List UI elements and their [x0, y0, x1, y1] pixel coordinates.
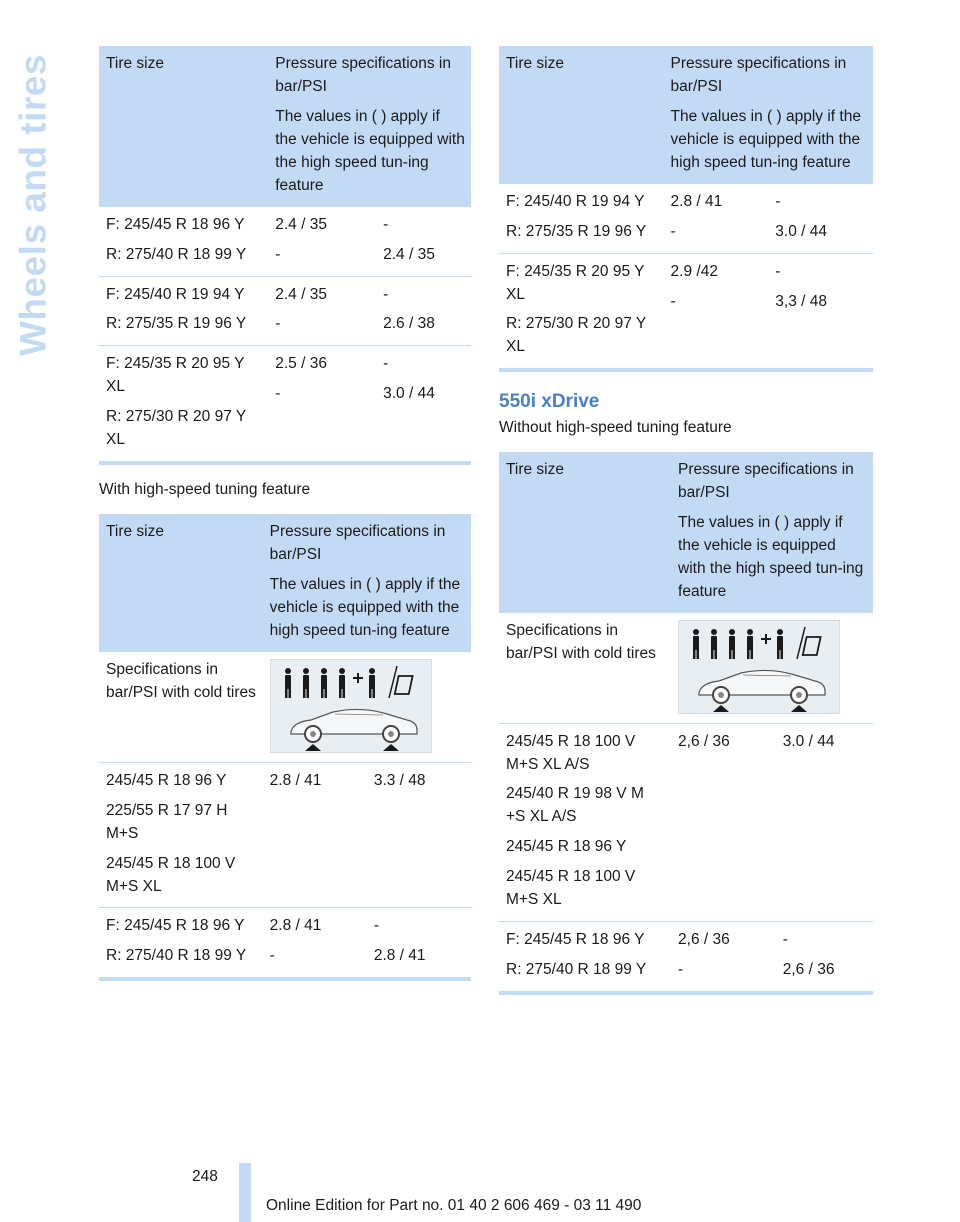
spec-icon-cell	[263, 652, 471, 763]
cell-line: 3.0 / 44	[383, 385, 435, 403]
cell-line: R: 275/35 R 19 96 Y	[106, 315, 247, 333]
cell-line: R: 275/40 R 18 99 Y	[506, 961, 647, 979]
pressure-table-4	[499, 452, 873, 991]
cell-line: 3.3 / 48	[373, 771, 426, 789]
tire-size-cell	[499, 184, 664, 253]
pressure-cell	[776, 723, 873, 922]
cell-line: F: 245/45 R 18 96 Y	[506, 931, 645, 949]
pressure-cell	[376, 276, 471, 346]
table-body	[99, 207, 471, 462]
cell-line: 245/40 R 19 98 V M +S XL A/S	[506, 785, 644, 826]
right-column	[499, 46, 873, 995]
cell-line: -	[275, 245, 281, 263]
cell-line: -	[383, 215, 389, 233]
cell-line: 2.9 /42	[670, 262, 718, 280]
pressure-header	[263, 514, 471, 652]
tire-size-header: Tire size	[499, 452, 671, 613]
cell-line: -	[383, 355, 389, 373]
pressure-header-line: Pressure specifications in bar/PSI	[670, 55, 847, 95]
cell-line: 2.6 / 38	[383, 315, 435, 333]
pressure-cell	[268, 276, 376, 346]
cell-line: 2,6 / 36	[782, 961, 835, 979]
cell-line: 2.8 / 41	[269, 917, 322, 935]
pressure-header	[671, 452, 873, 613]
pressure-header	[664, 46, 873, 184]
pressure-cell	[776, 922, 873, 991]
cell-line: 2,6 / 36	[678, 732, 730, 750]
cell-line: -	[670, 292, 676, 310]
pressure-header-line: The values in ( ) apply if the vehicle is equipped with the high speed tun-ing feature	[269, 575, 461, 639]
cell-line: -	[782, 931, 788, 949]
tire-size-cell	[499, 723, 671, 922]
pressure-header-line: The values in ( ) apply if the vehicle is equipped with the high speed tun-ing feature	[275, 107, 465, 194]
cell-line: 245/45 R 18 96 Y	[106, 771, 227, 789]
table-row	[99, 207, 471, 276]
spec-row	[499, 613, 873, 724]
cell-line: R: 275/40 R 18 99 Y	[106, 947, 247, 965]
passenger-load-car-icon	[270, 659, 432, 753]
cell-line: 3,3 / 48	[775, 292, 827, 310]
cell-line: -	[269, 947, 275, 965]
pressure-header-line: The values in ( ) apply if the vehicle is equipped with the high speed tun-ing feature	[670, 107, 861, 171]
without-caption: Without high-speed tuning feature	[499, 419, 732, 436]
cell-line: -	[670, 222, 676, 240]
cell-line: 2.4 / 35	[275, 285, 327, 303]
tire-size-header: Tire size	[99, 514, 263, 652]
side-tab	[6, 40, 62, 370]
high-speed-caption: With high-speed tuning feature	[99, 481, 311, 499]
pressure-cell	[664, 184, 769, 253]
cell-line: -	[373, 917, 379, 935]
cell-line: 3.0 / 44	[782, 732, 835, 750]
cell-line: -	[275, 385, 281, 403]
cell-line: -	[678, 961, 684, 979]
table-body	[499, 184, 873, 369]
pressure-cell	[263, 762, 367, 908]
tire-size-cell	[499, 253, 664, 368]
cell-line: 2.8 / 41	[670, 192, 723, 210]
cell-line: 245/45 R 18 100 V M+S XL	[106, 854, 236, 895]
pressure-cell	[263, 908, 367, 977]
cell-line: 2.5 / 36	[275, 355, 327, 373]
pressure-cell	[671, 723, 776, 922]
table-row	[499, 723, 873, 922]
pressure-table-3	[499, 46, 873, 368]
table-body	[99, 652, 471, 978]
pressure-cell	[671, 922, 776, 991]
cell-line: R: 275/40 R 18 99 Y	[106, 245, 247, 263]
cell-line: F: 245/35 R 20 95 Y XL	[106, 355, 245, 396]
pressure-cell	[376, 207, 471, 276]
footer-bar	[239, 1163, 251, 1222]
cell-line: 2.4 / 35	[275, 215, 327, 233]
cell-line: 2.8 / 41	[269, 771, 322, 789]
pressure-cell	[367, 762, 471, 908]
cell-line: 225/55 R 17 97 H M+S	[106, 801, 228, 842]
tire-size-cell	[99, 762, 263, 908]
cell-line: -	[775, 192, 781, 210]
table-bottom-rule	[499, 368, 873, 372]
cell-line: 3.0 / 44	[775, 222, 827, 240]
spec-row	[99, 652, 471, 763]
passenger-load-car-icon	[678, 620, 840, 714]
pressure-header-line: Pressure specifications in bar/PSI	[269, 523, 446, 563]
pressure-cell	[664, 253, 769, 368]
pressure-cell	[768, 184, 873, 253]
cell-line: R: 275/30 R 20 97 Y XL	[106, 408, 246, 449]
table-row	[499, 253, 873, 368]
cell-line: R: 275/30 R 20 97 Y XL	[506, 315, 646, 356]
table-row	[99, 276, 471, 346]
table-bottom-rule	[499, 991, 873, 995]
tire-size-cell	[99, 276, 268, 346]
page-number: 248	[192, 1168, 218, 1185]
pressure-header-line: Pressure specifications in bar/PSI	[678, 460, 854, 501]
table-body	[499, 613, 873, 991]
pressure-header	[268, 46, 471, 207]
tire-size-header: Tire size	[499, 46, 664, 184]
table-row	[99, 908, 471, 977]
spec-icon-cell	[671, 613, 873, 724]
left-column	[99, 46, 471, 981]
pressure-cell	[768, 253, 873, 368]
cell-line: F: 245/45 R 18 96 Y	[106, 215, 245, 233]
tire-size-header: Tire size	[99, 46, 268, 207]
cell-line: 245/45 R 18 100 V M+S XL A/S	[506, 732, 636, 773]
pressure-table-1	[99, 46, 471, 461]
cell-line: F: 245/45 R 18 96 Y	[106, 917, 245, 935]
cell-line: 245/45 R 18 100 V M+S XL	[506, 868, 636, 909]
table-row	[499, 922, 873, 991]
pressure-header-line: Pressure specifications in bar/PSI	[275, 55, 451, 95]
cell-line: F: 245/40 R 19 94 Y	[506, 192, 645, 210]
table-row	[99, 346, 471, 461]
cell-line: 245/45 R 18 96 Y	[506, 838, 627, 856]
pressure-table-2	[99, 514, 471, 977]
section-title: 550i xDrive	[499, 391, 600, 413]
table-row	[99, 762, 471, 908]
cell-line: -	[775, 262, 781, 280]
tire-size-cell	[99, 908, 263, 977]
cell-line: 2.4 / 35	[383, 245, 435, 263]
side-tab-label: Wheels and tires	[12, 53, 54, 357]
cell-line: F: 245/40 R 19 94 Y	[106, 285, 245, 303]
table-bottom-rule	[99, 977, 471, 981]
pressure-header-line: The values in ( ) apply if the vehicle is equipped with the high speed tun-ing feature	[678, 513, 864, 600]
table-row	[499, 184, 873, 253]
tire-size-cell	[99, 346, 268, 461]
table-bottom-rule	[99, 461, 471, 465]
pressure-cell	[268, 346, 376, 461]
tire-size-cell	[99, 207, 268, 276]
pressure-cell	[376, 346, 471, 461]
pressure-cell	[268, 207, 376, 276]
tire-size-cell	[499, 922, 671, 991]
cell-line: -	[275, 315, 281, 333]
cell-line: 2.8 / 41	[373, 947, 426, 965]
spec-label: Specifications in bar/PSI with cold tires	[106, 660, 256, 701]
cell-line: F: 245/35 R 20 95 Y XL	[506, 262, 645, 303]
pressure-cell	[367, 908, 471, 977]
footer-text: Online Edition for Part no. 01 40 2 606 469 - 03 11 490	[266, 1197, 642, 1214]
cell-line: R: 275/35 R 19 96 Y	[506, 222, 647, 240]
cell-line: 2,6 / 36	[678, 931, 730, 949]
spec-label: Specifications in bar/PSI with cold tires	[506, 621, 656, 662]
cell-line: -	[383, 285, 389, 303]
